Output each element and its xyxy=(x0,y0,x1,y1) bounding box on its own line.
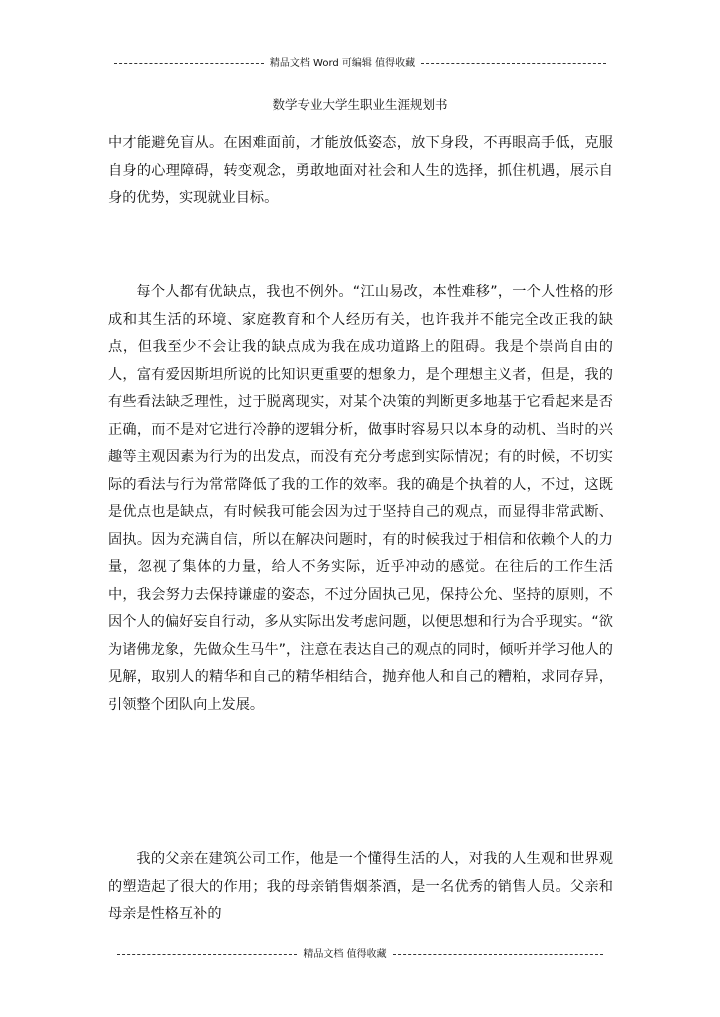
header-rule-left xyxy=(114,63,264,64)
header-text: 精品文档 Word 可编辑 值得收藏 xyxy=(269,58,416,69)
paragraph-text: 中才能避免盲从。在困难面前，才能放低姿态，放下身段，不再眼高手低，克服自身的心理障碍，转变观念，勇敢地面对社会和人生的选择，抓住机遇，展示自身的优势，实现就业目标。 xyxy=(108,135,613,206)
paragraph-2 xyxy=(108,279,613,719)
document-title: 数学专业大学生职业生涯规划书 xyxy=(272,97,448,112)
footer-text: 精品文档 值得收藏 xyxy=(303,949,387,960)
paragraph-text: 我的父亲在建筑公司工作，他是一个懂得生活的人，对我的人生观和世界观的塑造起了很大的作用；我的母亲销售烟茶酒，是一名优秀的销售人员。父亲和母亲是性格互补的 xyxy=(108,851,613,922)
footer-rule-right xyxy=(393,954,603,955)
paragraph-1 xyxy=(108,130,613,213)
paragraph-3 xyxy=(108,846,613,929)
page-footer xyxy=(0,945,720,960)
paragraph-text: 每个人都有优缺点，我也不例外。“江山易改，本性难移”，一个人性格的形成和其生活的环境、家庭教育和个人经历有关，也许我并不能完全改正我的缺点，但我至少不会让我的缺点成为我在成功道路上的阻碍。我是个崇尚自由的人，富有爱因斯坦所说的比知识更重要的想象力，是个理想主义者，但是，我的有些看法缺乏理性，过于脱离现实，对某个决策的判断更多地基于它看起来是否正确，而不是对它进行冷静的逻辑分析，做事时容易只以本身的动机、当时的兴趣等主观因素为行为的出发点，而没有充分考虑到实际情况；有的时候，不切实际的看法与行为常常降低了我的工作的效率。我的确是个执着的人，不过，这既是优点也是缺点，有时候我可能会因为过于坚持自己的观点，而显得非常武断、固执。因为充满自信，所以在解决问题时，有的时候我过于相信和依赖个人的力量，忽视了集体的力量，给人不务实际，近乎冲动的感觉。在往后的工作生活中，我会努力去保持谦虚的姿态，不过分固执己见，保持公允、坚持的原则，不因个人的偏好妄自行动，多从实际出发考虑问题，以便思想和行为合乎现实。“欲为诸佛龙象，先做众生马牛”，注意在表达自己的观点的同时，倾听并学习他人的见解，取别人的精华和自己的精华相结合，抛弃他人和自己的糟粕，求同存异，引领整个团队向上发展。 xyxy=(108,284,613,713)
footer-rule-left xyxy=(117,954,297,955)
page-header xyxy=(0,54,720,69)
header-rule-right xyxy=(421,63,606,64)
